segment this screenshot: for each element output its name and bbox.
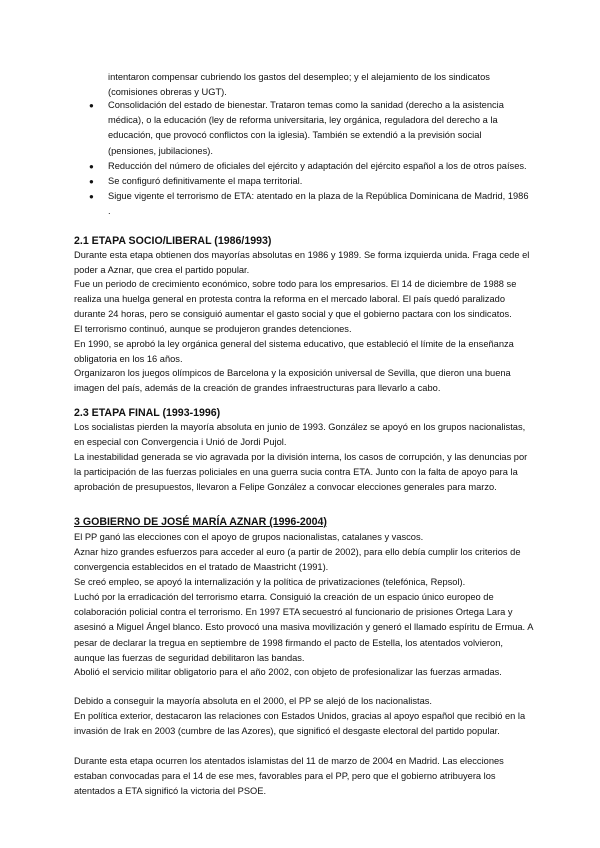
section-heading: 3 GOBIERNO DE JOSÉ MARÍA AZNAR (1996-2004) [74,516,327,528]
paragraph: Luchó por la erradicación del terrorismo etarra. Consiguió la creación de un espacio único europeo de colaboración policial contra el terrorismo. En 1997 ETA secuestró al funcionario de prisiones Ortega Lara y asesinó a Miguel Ángel blanco. Esto provocó una masiva movilización y generó el llamado espíritu de Ermua. A pesar de declarar la tregua en septiembre de 1998 firmando el pacto de Estella, los atentados volvieron, aunque las fuerzas de seguridad debilitaron las bandas. [74,592,533,663]
section-heading: 2.1 ETAPA SOCIO/LIBERAL (1986/1993) [74,235,272,247]
paragraph: Aznar hizo grandes esfuerzos para acceder al euro (a partir de 2002), para ello debía cumplir los criterios de convergencia establecidos en el tratado de Maastricht (1991). [74,547,521,573]
list-item [89,174,529,189]
bullet-icon: ● [89,192,94,202]
list-item-text: Se configuró definitivamente el mapa territorial. [108,176,303,187]
paragraph: Organizaron los juegos olímpicos de Barcelona y la exposición universal de Sevilla, que dieron una buena imagen del país, además de la creación de grandes infraestructuras para llevarlo a cabo. [74,368,511,394]
paragraph: Durante esta etapa ocurren los atentados islamistas del 11 de marzo de 2004 en Madrid. Las elecciones estaban convocadas para el 14 de ese mes, favorables para el PP, pero que el gobierno atribuyera los atentados a ETA significó la victoria del PSOE. [74,756,504,797]
paragraph: Debido a conseguir la mayoría absoluta en el 2000, el PP se alejó de los nacionalistas. [74,696,432,706]
paragraph: La inestabilidad generada se vio agravada por la división interna, los casos de corrupción, y las denuncias por la participación de las fuerzas policiales en una guerra sucia contra ETA. Junto con la falta de apoyo para la aprobación de presupuestos, llevaron a Felipe González a convocar elecciones generales para marzo. [74,452,528,493]
paragraph: Durante esta etapa obtienen dos mayorías absolutas en 1986 y 1989. Se forma izquierda unida. Fraga cede el poder a Aznar, que crea el partido popular. [74,250,530,276]
paragraph: En política exterior, destacaron las relaciones con Estados Unidos, gracias al apoyo español que recibió en la invasión de Irak en 2003 (cumbre de las Azores), que significó el desgaste electoral del partido popular. [74,711,526,737]
list-item-text: Reducción del número de oficiales del ejército y adaptación del ejército español a los de otros países. [108,160,527,171]
list-item [89,159,529,174]
paragraph: Se creó empleo, se apoyó la internalización y la política de privatizaciones (telefónica, Repsol). [74,577,466,587]
bullet-icon: ● [89,101,94,110]
intro-continuation: intentaron compensar cubriendo los gastos del desempleo; y el alejamiento de los sindicatos (comisiones obreras y UGT). [108,72,490,98]
bullet-icon: ● [89,177,94,187]
bullet-icon: ● [89,161,94,171]
section-heading: 2.3 ETAPA FINAL (1993-1996) [74,407,221,419]
list-item-text: Sigue vigente el terrorismo de ETA: atentado en la plaza de la República Dominicana de Madrid, 1986 . [108,191,529,217]
paragraph: En 1990, se aprobó la ley orgánica general del sistema educativo, que estableció el límite de la enseñanza obligatoria en los 16 años. [74,339,514,365]
bullet-list [89,98,529,220]
paragraph: Fue un periodo de crecimiento económico, sobre todo para los empresarios. El 14 de diciembre de 1988 se realiza una huelga general en protesta contra la reforma en el mercado laboral. El país quedó paralizado durante 24 horas, pero se consiguió aumentar el gasto social y que el gobierno pactara con los sindicatos. [74,279,517,320]
list-item-text: Consolidación del estado de bienestar. Trataron temas como la sanidad (derecho a la asistencia médica), o la educación (ley de reforma universitaria, ley orgánica, reguladora del derecho a la educación, que provocó conflictos con la iglesia). También se extendió a la previsión social (pensiones, jubilaciones). [108,100,504,156]
paragraph: Los socialistas pierden la mayoría absoluta en junio de 1993. González se apoyó en los grupos nacionalistas, en especial con Convergencia i Unió de Jordi Pujol. [74,422,526,448]
list-item [89,189,529,219]
list-item [89,98,529,159]
paragraph: Abolió el servicio militar obligatorio para el año 2002, con objeto de profesionalizar las fuerzas armadas. [74,667,502,677]
paragraph: El terrorismo continuó, aunque se produjeron grandes detenciones. [74,324,352,334]
paragraph: El PP ganó las elecciones con el apoyo de grupos nacionalistas, catalanes y vascos. [74,532,424,542]
